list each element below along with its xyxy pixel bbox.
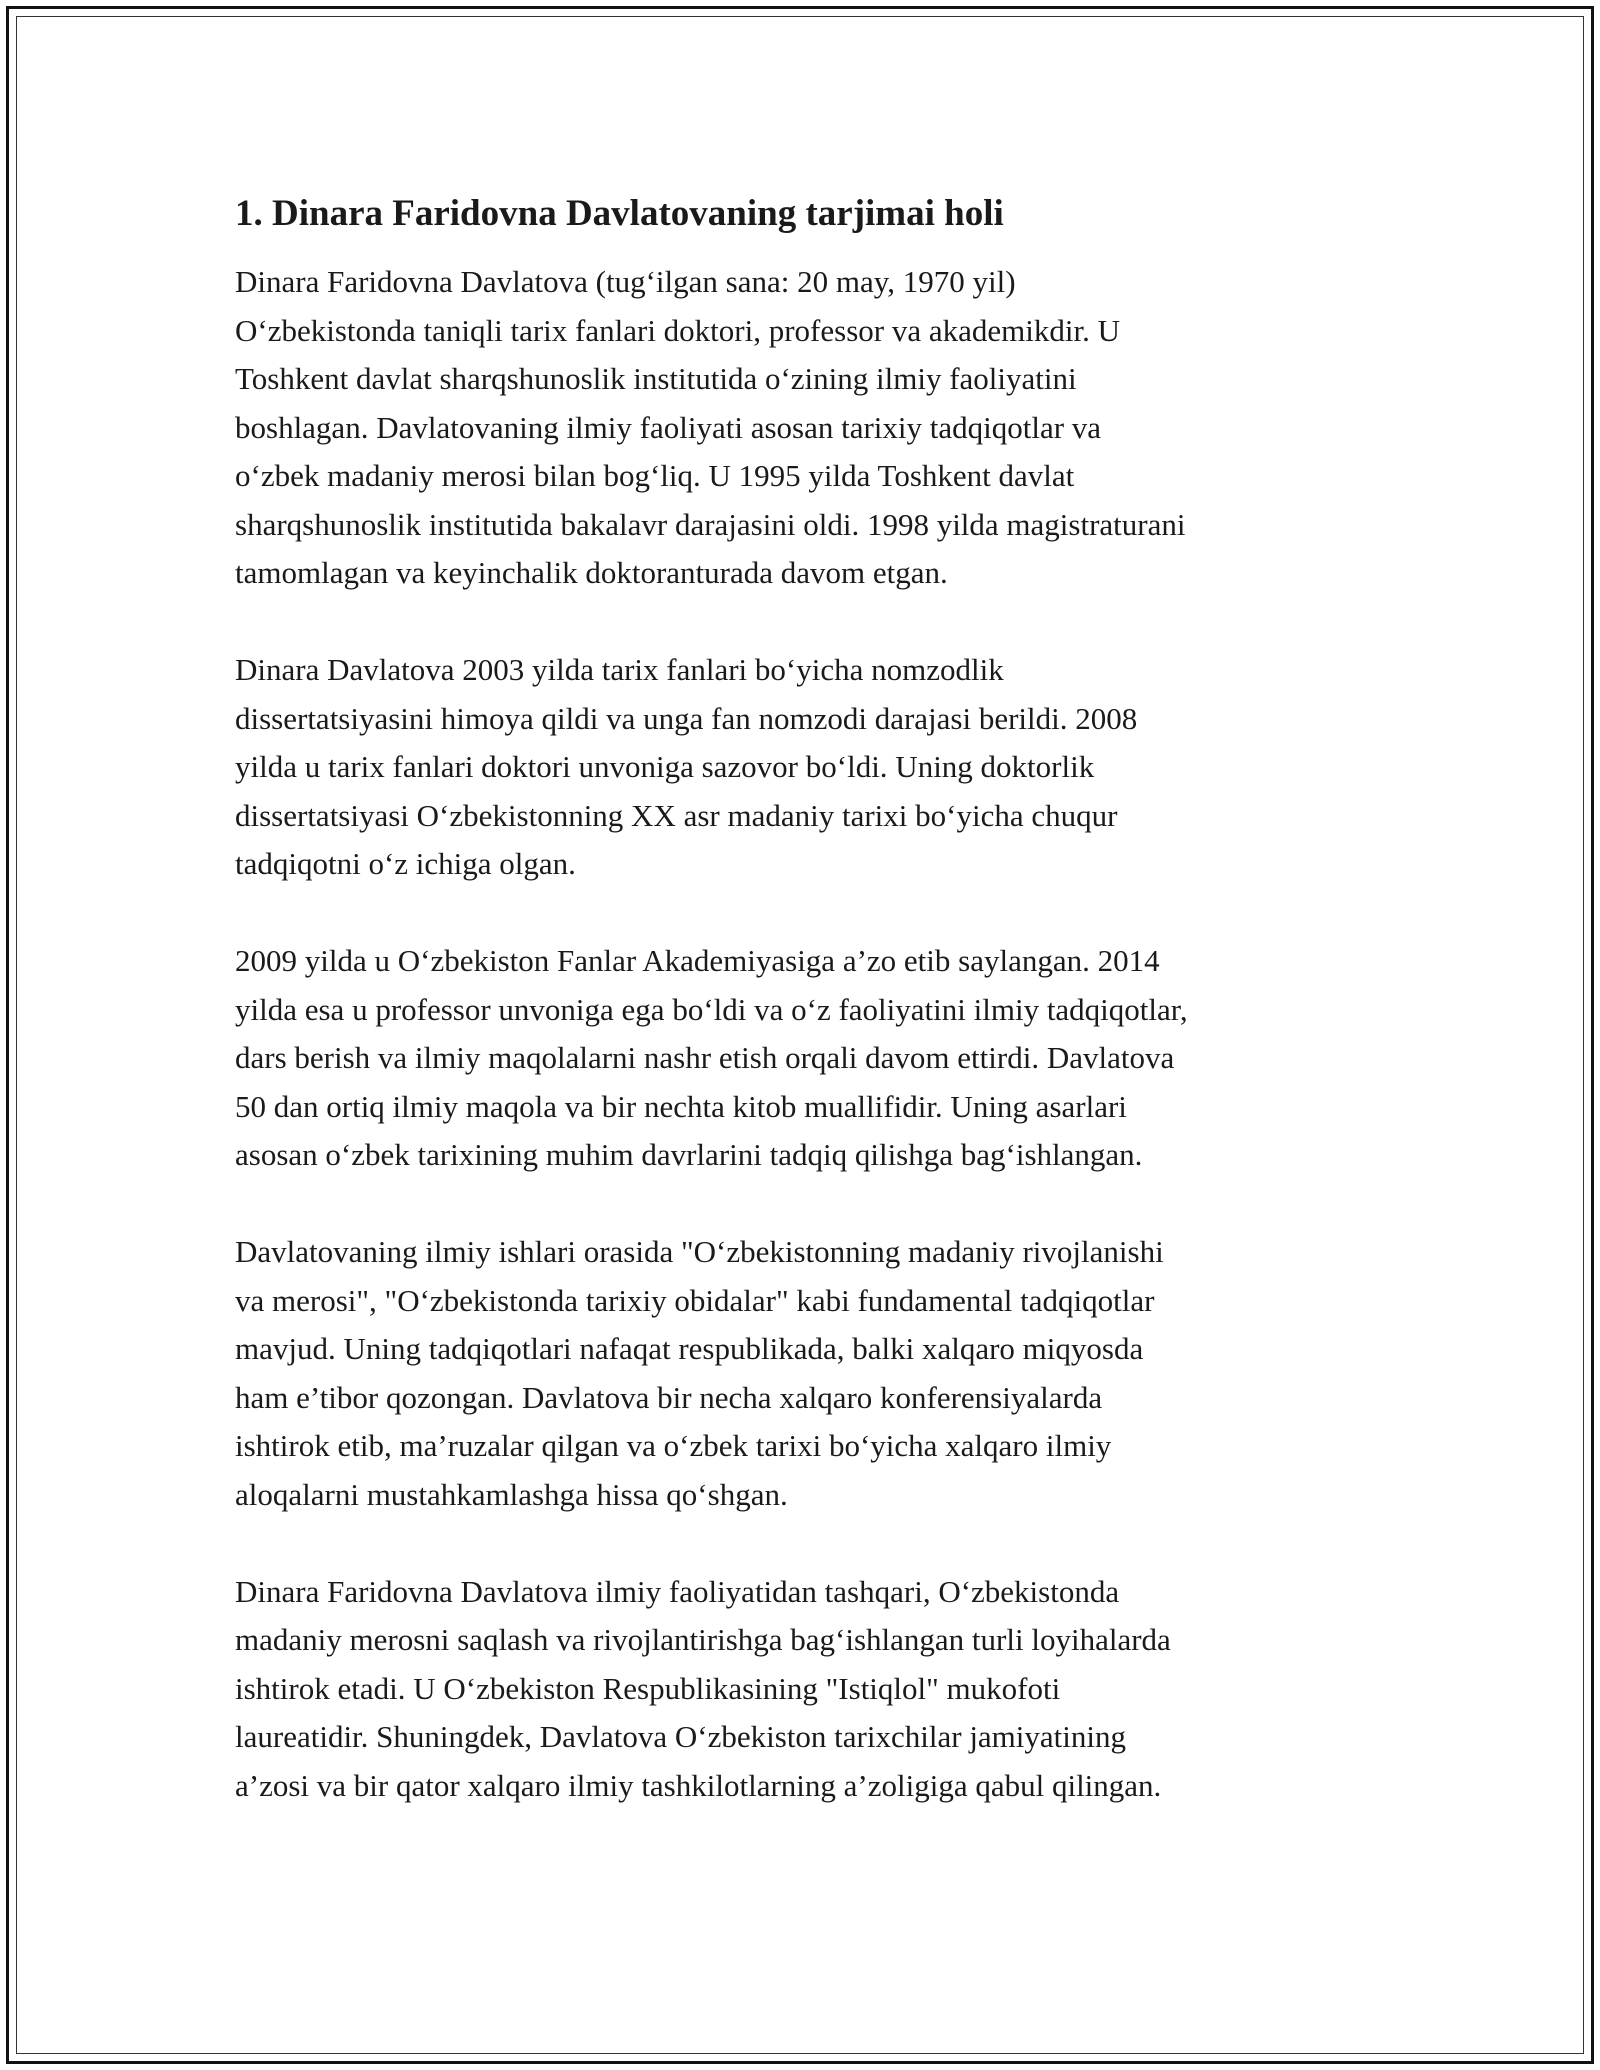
text-line: asosan o‘zbek tarixining muhim davrlarini tadqiq qilishga bag‘ishlangan. [235,1137,1143,1172]
text-line: tamomlagan va keyinchalik doktoranturada davom etgan. [235,555,948,590]
text-line: dissertatsiyasi O‘zbekistonning XX asr madaniy tarixi bo‘yicha chuqur [235,797,1118,833]
text-line: boshlagan. Davlatovaning ilmiy faoliyati asosan tarixiy tadqiqotlar va [235,409,1102,445]
text-line: yilda esa u professor unvoniga ega bo‘ldi va o‘z faoliyatini ilmiy tadqiqotlar, [235,991,1188,1027]
paragraph-heritage-awards [235,1568,1385,1811]
text-line: yilda u tarix fanlari doktori unvoniga sazovor bo‘ldi. Uning doktorlik [235,749,1095,784]
text-line: 50 dan ortiq ilmiy maqola va bir nechta kitob muallifidir. Uning asarlari [235,1088,1127,1124]
text-line: Dinara Faridovna Davlatova (tug‘ilgan sana: 20 may, 1970 yil) [235,264,1016,299]
text-line: Toshkent davlat sharqshunoslik institutida o‘zining ilmiy faoliyatini [235,361,1077,396]
text-line: a’zosi va bir qator xalqaro ilmiy tashkilotlarning a’zoligiga qabul qilingan. [235,1767,1162,1803]
text-line: laureatidir. Shuningdek, Davlatova O‘zbekiston tarixchilar jamiyatining [235,1719,1127,1754]
text-line: 2009 yilda u O‘zbekiston Fanlar Akademiyasiga a’zo etib saylangan. 2014 [235,943,1160,978]
text-line: Davlatovaning ilmiy ishlari orasida "O‘zbekistonning madaniy rivojlanishi [235,1234,1164,1269]
text-line: mavjud. Uning tadqiqotlari nafaqat respublikada, balki xalqaro miqyosda [235,1331,1144,1366]
text-line: va merosi", "O‘zbekistonda tarixiy obidalar" kabi fundamental tadqiqotlar [235,1282,1155,1318]
text-line: o‘zbek madaniy merosi bilan bog‘liq. U 1995 yilda Toshkent davlat [235,458,1075,493]
text-line: ham e’tibor qozongan. Davlatova bir necha xalqaro konferensiyalarda [235,1379,1103,1415]
text-line: dissertatsiyasini himoya qildi va unga fan nomzodi darajasi berildi. 2008 [235,700,1138,736]
text-line: dars berish va ilmiy maqolalarni nashr etish orqali davom ettirdi. Davlatova [235,1040,1175,1075]
text-line: sharqshunoslik institutida bakalavr darajasini oldi. 1998 yilda magistraturani [235,506,1186,542]
text-line: aloqalarni mustahkamlashga hissa qo‘shgan. [235,1476,788,1512]
text-line: Dinara Faridovna Davlatova ilmiy faoliyatidan tashqari, O‘zbekistonda [235,1573,1120,1609]
paragraph-academy [235,937,1385,1180]
text-line: tadqiqotni o‘z ichiga olgan. [235,846,576,881]
paragraph-dissertation [235,646,1385,889]
text-line: madaniy merosni saqlash va rivojlantirishga bag‘ishlangan turli loyihalarda [235,1622,1171,1657]
text-line: ishtirok etib, ma’ruzalar qilgan va o‘zbek tarixi bo‘yicha xalqaro ilmiy [235,1428,1112,1463]
text-line: Dinara Davlatova 2003 yilda tarix fanlari bo‘yicha nomzodlik [235,652,1004,687]
text-line: ishtirok etadi. U O‘zbekiston Respublikasining "Istiqlol" mukofoti [235,1670,1061,1706]
text-line: O‘zbekistonda taniqli tarix fanlari doktori, professor va akademikdir. U [235,312,1120,348]
paragraph-biography-intro [235,258,1385,598]
paragraph-research-works [235,1228,1385,1519]
document-heading: 1. Dinara Faridovna Davlatovaning tarjimai holi [235,193,1004,234]
document-body [235,190,1385,1859]
